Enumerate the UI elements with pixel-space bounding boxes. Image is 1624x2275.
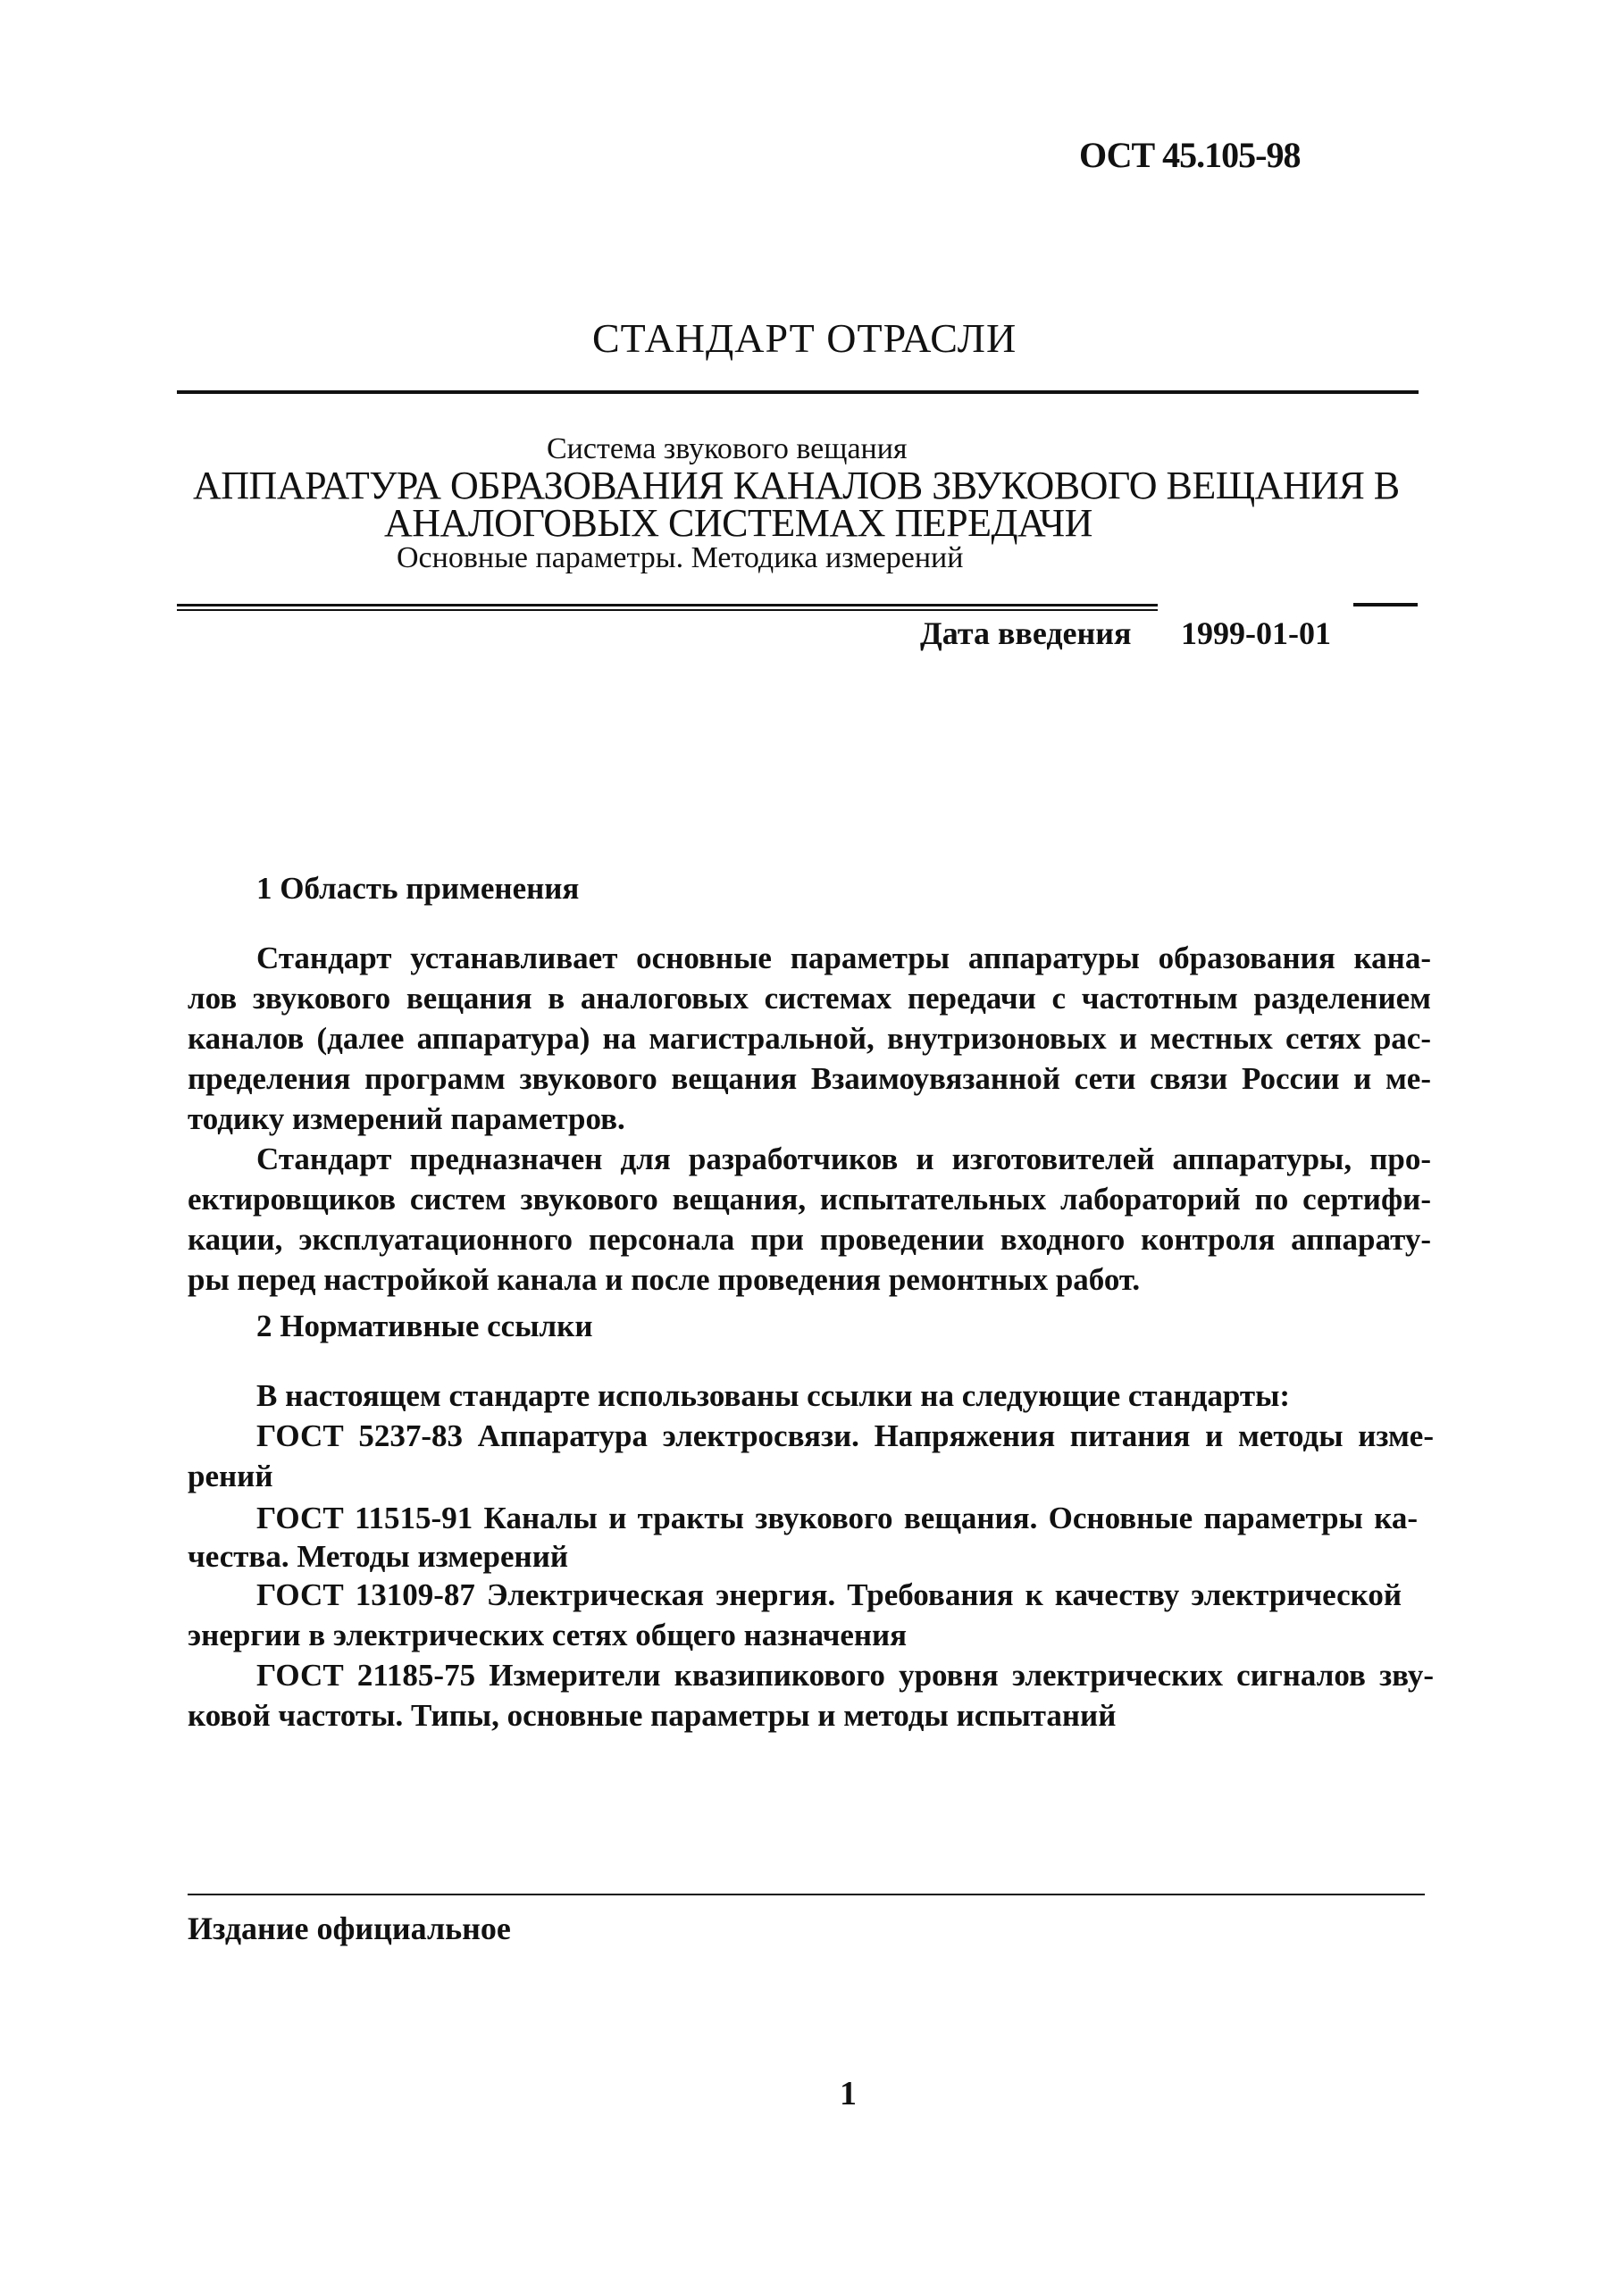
document-subtitle: Основные параметры. Методика измерений [397, 541, 964, 574]
document-code: ОСТ 45.105-98 [1079, 135, 1301, 175]
system-subtitle: Система звукового вещания [547, 432, 908, 465]
section-1-heading: 1 Область применения [256, 871, 580, 906]
title-block-divider [177, 604, 1158, 606]
section-1-line: ектировщиков систем звукового вещания, испытательных лабораторий по сертифи- [188, 1182, 1431, 1217]
section-2-line: ГОСТ 11515-91 Каналы и тракты звукового вещания. Основные параметры ка- [256, 1501, 1418, 1535]
section-2-line: энергии в электрических сетях общего назначения [188, 1618, 908, 1652]
section-1-line: пределения программ звукового вещания Взаимоувязанной сети связи России и ме- [188, 1061, 1431, 1096]
page-number: 1 [840, 2075, 857, 2112]
section-1-line: тодику измерений параметров. [188, 1101, 625, 1136]
title-block-divider-thin [177, 609, 1158, 611]
section-1-line: Стандарт предназначен для разработчиков и изготовителей аппаратуры, про- [256, 1142, 1431, 1176]
section-2-line: ГОСТ 13109-87 Электрическая энергия. Требования к качеству электрической [256, 1577, 1402, 1612]
section-2-heading: 2 Нормативные ссылки [256, 1309, 593, 1343]
section-2-line: ГОСТ 5237-83 Аппаратура электросвязи. Напряжения питания и методы изме- [256, 1418, 1434, 1453]
intro-date-value: 1999-01-01 [1181, 615, 1331, 651]
standard-title: СТАНДАРТ ОТРАСЛИ [592, 315, 1017, 361]
edition-label: Издание официальное [188, 1911, 511, 1946]
footer-divider [188, 1894, 1425, 1895]
intro-date-label: Дата введения [920, 615, 1132, 651]
section-2-line: В настоящем стандарте использованы ссылки на следующие стандарты: [256, 1378, 1291, 1413]
section-1-line: лов звукового вещания в аналоговых системах передачи с частотным разделением [188, 981, 1431, 1016]
section-2-line: чества. Методы измерений [188, 1539, 569, 1574]
document-title-line-1: АППАРАТУРА ОБРАЗОВАНИЯ КАНАЛОВ ЗВУКОВОГО ВЕЩАНИЯ В [193, 464, 1400, 507]
date-divider [1353, 603, 1418, 606]
title-divider [177, 390, 1419, 394]
section-2-line: ковой частоты. Типы, основные параметры и методы испытаний [188, 1698, 1117, 1733]
section-2-line: рений [188, 1459, 273, 1493]
section-1-line: Стандарт устанавливает основные параметры аппаратуры образования кана- [256, 941, 1431, 975]
document-title-line-2: АНАЛОГОВЫХ СИСТЕМАХ ПЕРЕДАЧИ [384, 501, 1092, 545]
section-1-line: ры перед настройкой канала и после проведения ремонтных работ. [188, 1262, 1141, 1297]
section-2-line: ГОСТ 21185-75 Измерители квазипикового уровня электрических сигналов зву- [256, 1658, 1434, 1693]
section-1-line: каналов (далее аппаратура) на магистральной, внутризоновых и местных сетях рас- [188, 1021, 1431, 1056]
section-1-line: кации, эксплуатационного персонала при проведении входного контроля аппарату- [188, 1222, 1431, 1257]
